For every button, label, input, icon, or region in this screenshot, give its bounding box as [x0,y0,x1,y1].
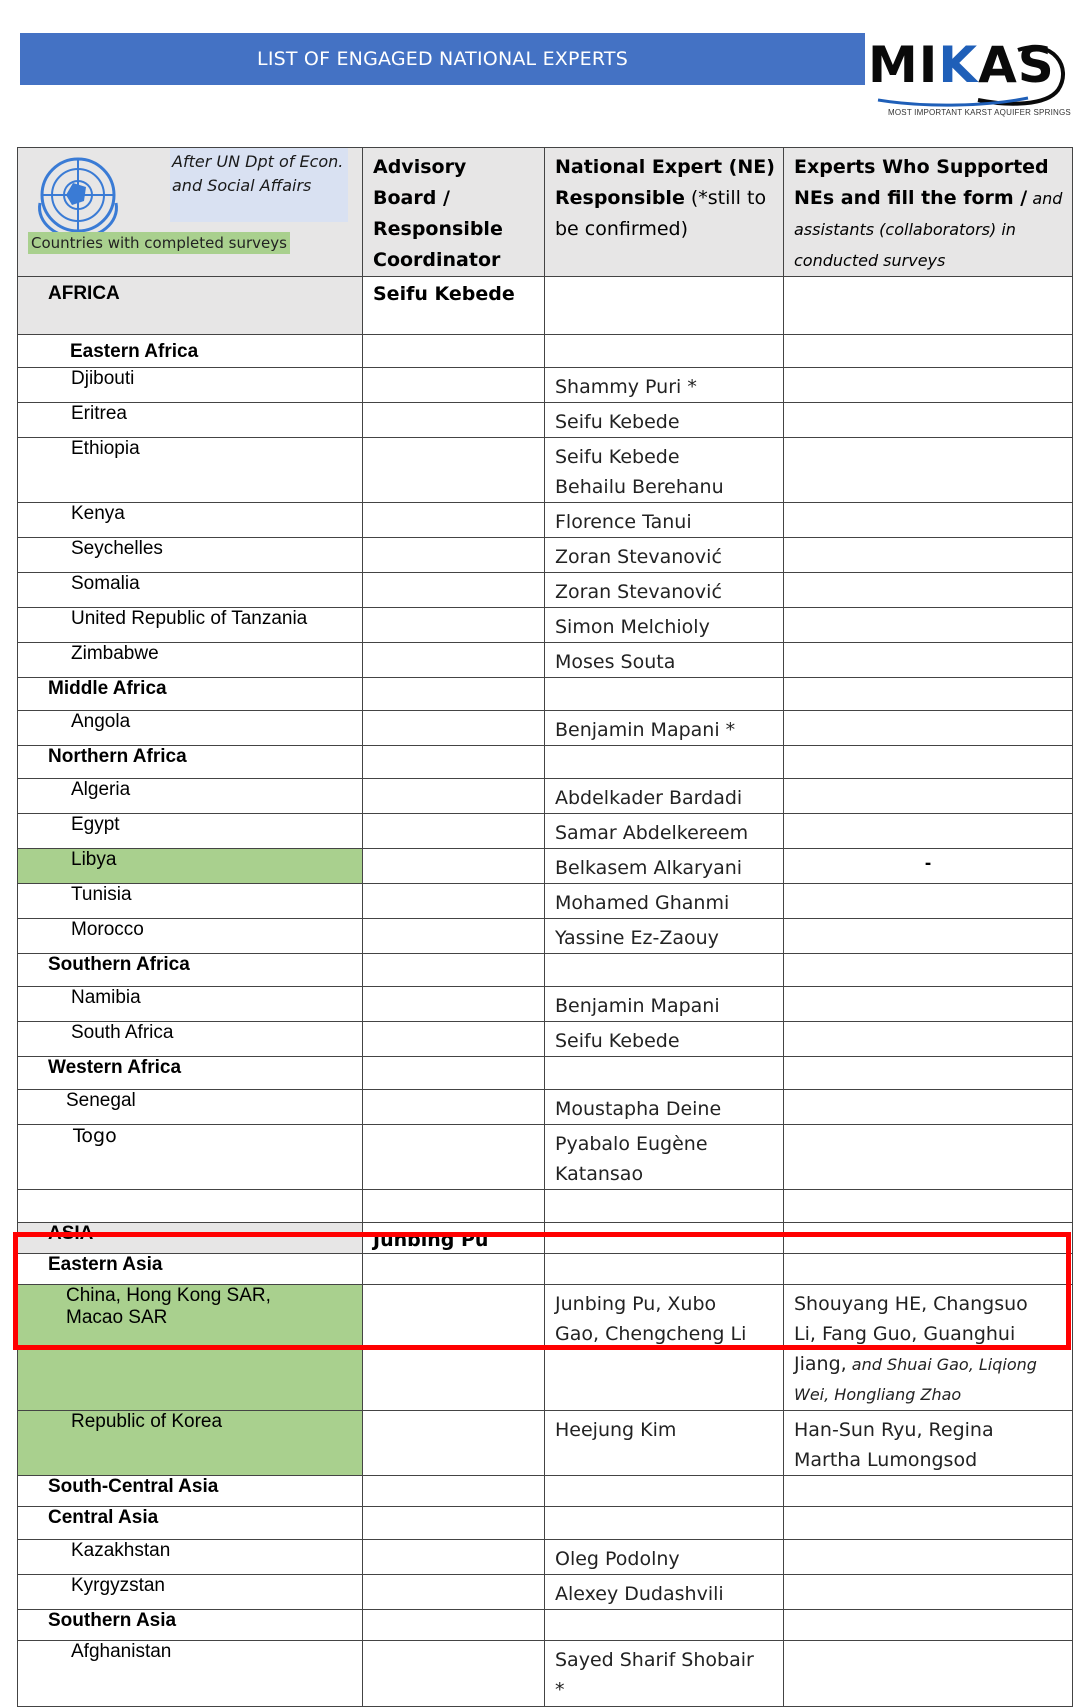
table-row [18,1022,1073,1057]
subregion-middle-africa: Middle Africa [18,678,363,711]
support-china: Shouyang HE, Changsuo Li, Fang Guo, Guanghui Jiang, and Shuai Gao, Liqiong Wei, Hongliang Zhao [784,1285,1073,1411]
ne-senegal: Moustapha Deine [545,1090,784,1125]
ne-namibia: Benjamin Mapani [545,987,784,1022]
country-kenya: Kenya [18,503,363,538]
country-somalia: Somalia [18,573,363,608]
page-title: LIST OF ENGAGED NATIONAL EXPERTS [257,48,628,70]
subregion-southern-asia: Southern Asia [18,1610,363,1641]
country-zimbabwe: Zimbabwe [18,643,363,678]
table-row [18,1641,1073,1707]
coordinator-asia: Junbing Pu [363,1223,545,1254]
subregion-eastern-africa: Eastern Africa [18,335,363,368]
country-senegal: Senegal [18,1090,363,1125]
country-kyrgyzstan: Kyrgyzstan [18,1575,363,1610]
ne-kenya: Florence Tanui [545,503,784,538]
table-row [18,538,1073,573]
country-namibia: Namibia [18,987,363,1022]
table-row-spacer [18,1190,1073,1223]
header-coordinator-cell [363,148,545,277]
ne-china: Junbing Pu, Xubo Gao, Chengcheng Li [545,1285,784,1411]
table-row [18,678,1073,711]
country-china: China, Hong Kong SAR, Macao SAR [18,1285,363,1411]
country-tanzania: United Republic of Tanzania [18,608,363,643]
table-row [18,1540,1073,1575]
table-row [18,643,1073,678]
table-row [18,277,1073,335]
country-south-africa: South Africa [18,1022,363,1057]
table-row [18,608,1073,643]
header-ne-note: (*still to be confirmed) [555,187,767,240]
logo-tagline: MOST IMPORTANT KARST AQUIFER SPRINGS [888,108,1071,117]
country-eritrea: Eritrea [18,403,363,438]
table-row [18,849,1073,884]
ne-south-africa: Seifu Kebede [545,1022,784,1057]
country-algeria: Algeria [18,779,363,814]
country-korea: Republic of Korea [18,1411,363,1476]
country-djibouti: Djibouti [18,368,363,403]
table-row [18,746,1073,779]
ne-somalia: Zoran Stevanović [545,573,784,608]
table-row [18,1507,1073,1540]
table-row [18,403,1073,438]
ne-djibouti: Shammy Puri * [545,368,784,403]
table-row [18,987,1073,1022]
subregion-south-central-asia: South-Central Asia [18,1476,363,1507]
table-row [18,1090,1073,1125]
table-row [18,1610,1073,1641]
country-egypt: Egypt [18,814,363,849]
country-ethiopia: Ethiopia [18,438,363,503]
subregion-southern-africa: Southern Africa [18,954,363,987]
table-row [18,954,1073,987]
ne-ethiopia: Seifu Kebede Behailu Berehanu [545,438,784,503]
ne-egypt: Samar Abdelkereem [545,814,784,849]
table-row [18,711,1073,746]
table-row [18,1254,1073,1285]
country-kazakhstan: Kazakhstan [18,1540,363,1575]
experts-table [17,147,1073,1707]
un-source-note: After UN Dpt of Econ. and Social Affairs [170,148,348,222]
country-angola: Angola [18,711,363,746]
ne-zimbabwe: Moses Souta [545,643,784,678]
table-row [18,1575,1073,1610]
country-togo: Togo [18,1125,363,1190]
header-ne-bold: National Expert (NE) Responsible [555,156,775,209]
ne-kyrgyzstan: Alexey Dudashvili [545,1575,784,1610]
table-row [18,814,1073,849]
ne-libya: Belkasem Alkaryani [545,849,784,884]
region-africa: AFRICA [18,277,363,335]
logo-word: MIKAS [868,36,1055,94]
country-tunisia: Tunisia [18,884,363,919]
ne-morocco: Yassine Ez-Zaouy [545,919,784,954]
header-support-cell [784,148,1073,277]
ne-angola: Benjamin Mapani * [545,711,784,746]
table-row [18,1057,1073,1090]
table-row [18,1411,1073,1476]
table-row [18,779,1073,814]
completed-legend: Countries with completed surveys [28,232,290,254]
country-seychelles: Seychelles [18,538,363,573]
header-ne-cell [545,148,784,277]
table-row [18,368,1073,403]
ne-afghanistan: Sayed Sharif Shobair * [545,1641,784,1707]
subregion-central-asia: Central Asia [18,1507,363,1540]
coordinator-africa: Seifu Kebede [363,277,545,335]
header-coordinator: Advisory Board / Responsible Coordinator [373,156,503,271]
table-row [18,884,1073,919]
ne-korea: Heejung Kim [545,1411,784,1476]
region-asia: ASIA [18,1223,363,1254]
ne-algeria: Abdelkader Bardadi [545,779,784,814]
header-support-bold: Experts Who Supported NEs and fill the form / [794,156,1049,209]
mikas-logo [868,28,1073,123]
support-libya: - [784,849,1073,884]
table-row [18,1125,1073,1190]
subregion-eastern-asia: Eastern Asia [18,1254,363,1285]
table-row [18,503,1073,538]
ne-tunisia: Mohamed Ghanmi [545,884,784,919]
page-title-banner [20,33,865,85]
header-support-note: and assistants (collaborators) in conducted surveys [794,189,1063,270]
ne-tanzania: Simon Melchioly [545,608,784,643]
subregion-western-africa: Western Africa [18,1057,363,1090]
table-header-row [18,148,1073,277]
subregion-northern-africa: Northern Africa [18,746,363,779]
ne-eritrea: Seifu Kebede [545,403,784,438]
ne-seychelles: Zoran Stevanović [545,538,784,573]
table-row [18,335,1073,368]
table-row [18,438,1073,503]
table-row [18,1285,1073,1411]
header-region-cell [18,148,363,277]
un-emblem-icon [28,153,128,243]
table-row [18,1476,1073,1507]
table-row [18,1223,1073,1254]
country-libya: Libya [18,849,363,884]
ne-togo: Pyabalo Eugène Katansao [545,1125,784,1190]
table-row [18,573,1073,608]
country-morocco: Morocco [18,919,363,954]
table-row [18,919,1073,954]
country-afghanistan: Afghanistan [18,1641,363,1707]
ne-kazakhstan: Oleg Podolny [545,1540,784,1575]
support-korea: Han-Sun Ryu, Regina Martha Lumongsod [784,1411,1073,1476]
